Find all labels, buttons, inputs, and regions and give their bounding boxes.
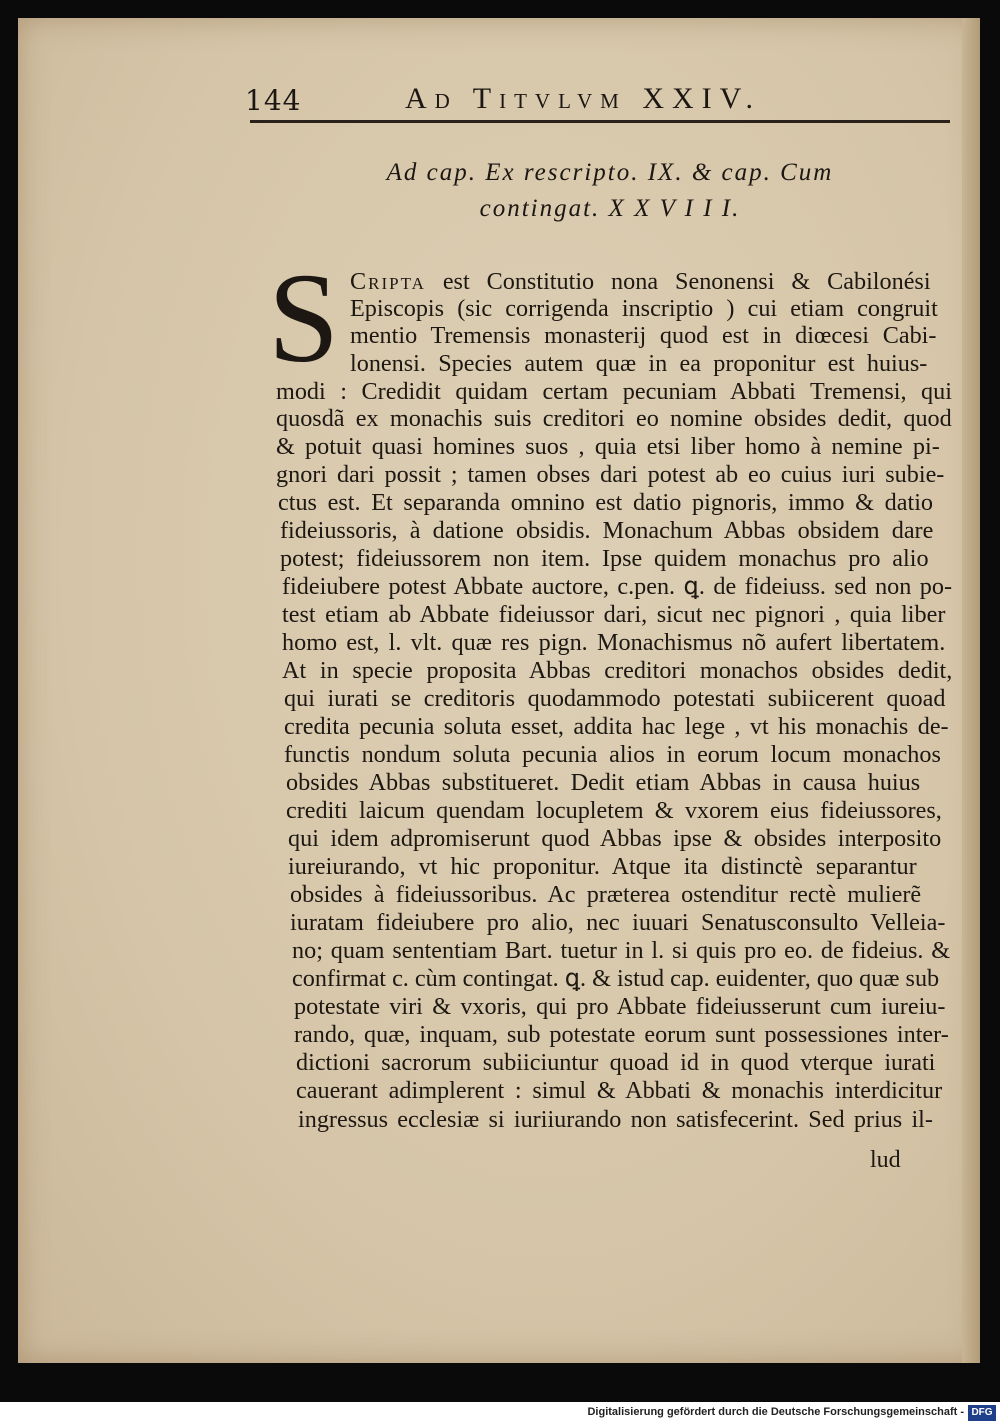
- text-line: functis nondum soluta pecunia alios in eorum locum monachos: [284, 741, 941, 768]
- text-line: no; quam sententiam Bart. tuetur in l. si quis pro eo. de fideius. &: [292, 937, 951, 964]
- text-line: qui iurati se creditoris quodammodo potestati subiicerent quoad: [284, 685, 946, 712]
- text-line: homo est, l. vlt. quæ res pign. Monachismus nõ aufert libertatem.: [282, 629, 946, 656]
- funding-credit: Digitalisierung gefördert durch die Deutsche Forschungsgemeinschaft -: [587, 1406, 964, 1418]
- chapter-heading-line-2: contingat. X X V I I I.: [479, 195, 741, 222]
- lead-word: Cripta: [350, 268, 426, 295]
- running-head: Ad Titvlvm XXIV.: [405, 82, 761, 115]
- text-line: quosdã ex monachis suis creditori eo nomine obsides dedit, quod: [276, 405, 952, 432]
- text-line: potestate viri & vxoris, qui pro Abbate fideiusserunt cum iureiu-: [294, 993, 946, 1020]
- text-line: Episcopis (sic corrigenda inscriptio ) cui etiam congruit: [350, 295, 938, 322]
- catchword: lud: [870, 1147, 901, 1173]
- text-line: At in specie proposita Abbas creditori monachos obsides dedit,: [282, 657, 953, 684]
- text-line: & potuit quasi homines suos , quia etsi liber homo à nemine pi-: [276, 433, 940, 460]
- text-line: potest; fideiussorem non item. Ipse quidem monachus pro alio: [280, 545, 929, 572]
- text-line: lonensi. Species autem quæ in ea proponitur est huius-: [350, 350, 928, 377]
- text-line: fideiussoris, à datione obsidis. Monachum Abbas obsidem dare: [280, 517, 934, 544]
- text-line: obsides Abbas substitueret. Dedit etiam Abbas in causa huius: [286, 769, 921, 796]
- chapter-heading-line-1: Ad cap. Ex rescripto. IX. & cap. Cum: [386, 159, 834, 186]
- text-line: crediti laicum quendam locupletem & vxorem eius fideiussores,: [286, 797, 942, 824]
- text-line: ctus est. Et separanda omnino est datio pignoris, immo & datio: [278, 489, 934, 516]
- text-line: rando, quæ, inquam, sub potestate eorum sunt possessiones inter-: [294, 1021, 949, 1048]
- text-line: modi : Credidit quidam certam pecuniam Abbati Tremensi, qui: [276, 378, 952, 405]
- text-line: ingressus ecclesiæ si iuriiurando non satisfecerint. Sed prius il-: [298, 1106, 933, 1133]
- text-line: dictioni sacrorum subiiciuntur quoad id in quod vterque iurati: [296, 1049, 936, 1076]
- text-line: test etiam ab Abbate fideiussor dari, sicut nec pignori , quia liber: [282, 601, 946, 628]
- text-line: iuratam fideiubere pro alio, nec iuuari Senatusconsulto Velleia-: [290, 909, 946, 936]
- text-line: gnori dari possit ; tamen obses dari potest ab eo cuius iuri subie-: [276, 461, 945, 488]
- text-line: iureiurando, vt hic proponitur. Atque ita distinctè separantur: [288, 853, 917, 880]
- page-number: 144: [245, 84, 302, 117]
- text-line: Cripta est Constitutio nona Senonensi & Cabilonési: [350, 268, 931, 295]
- text-line: credita pecunia soluta esset, addita hac lege , vt his monachis de-: [284, 713, 949, 740]
- text-line: mentio Tremensis monasterij quod est in diœcesi Cabi-: [350, 322, 937, 349]
- text-line: cauerant adimplerent : simul & Abbati & monachis interdicitur: [296, 1077, 943, 1104]
- text-line: obsides à fideiussoribus. Ac præterea ostenditur rectè mulierẽ: [290, 881, 922, 908]
- footer-bar: [0, 1402, 1000, 1426]
- text-line: qui idem adpromiserunt quod Abbas ipse & obsides interposito: [288, 825, 942, 852]
- dfg-logo: DFG: [968, 1405, 996, 1421]
- text-line: confirmat c. cùm contingat. ꝗ. & istud cap. euidenter, quo quæ sub: [292, 965, 940, 992]
- drop-cap-initial: S: [268, 247, 340, 389]
- text-line: fideiubere potest Abbate auctore, c.pen. ꝗ. de fideiuss. sed non po-: [282, 573, 953, 600]
